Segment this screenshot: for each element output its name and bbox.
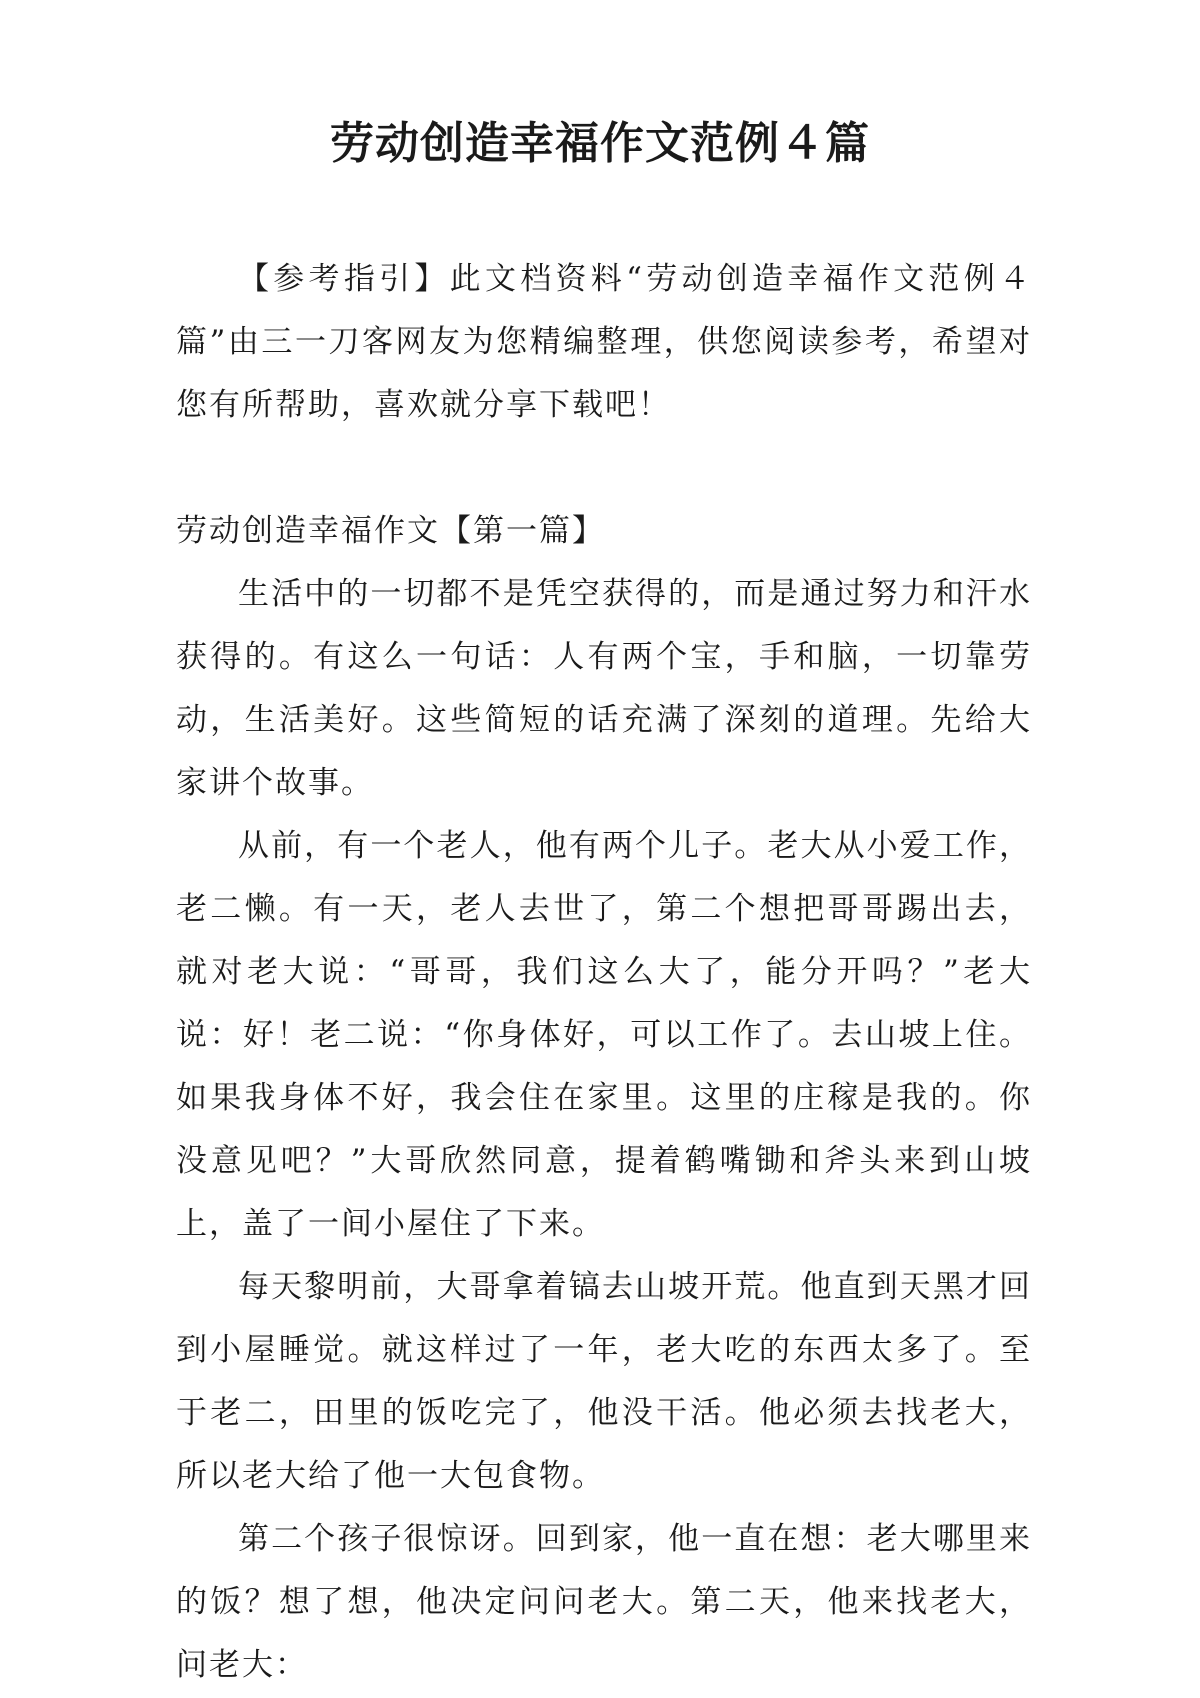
section-heading: 劳动创造幸福作文【第一篇】 <box>176 513 605 549</box>
body-paragraph: 生活中的一切都不是凭空获得的，而是通过努力和汗水获得的。有这么一句话：人有两个宝，手和脑，一切靠劳动，生活美好。这些简短的话充满了深刻的道理。先给大家讲个故事。 <box>176 576 1032 801</box>
intro-paragraph: 【参考指引】此文档资料“劳动创造幸福作文范例４篇”由三一刀客网友为您精编整理，供您阅读参考，希望对您有所帮助，喜欢就分享下载吧！ <box>176 261 1032 423</box>
body-paragraph: 从前，有一个老人，他有两个儿子。老大从小爱工作，老二懒。有一天，老人去世了，第二个想把哥哥踢出去，就对老大说：“哥哥，我们这么大了，能分开吗？”老大说：好！老二说：“你身体好，可以工作了。去山坡上住。如果我身体不好，我会住在家里。这里的庄稼是我的。你没意见吧？”大哥欣然同意，提着鹤嘴锄和斧头来到山坡上，盖了一间小屋住了下来。 <box>176 828 1032 1242</box>
body-paragraph: 每天黎明前，大哥拿着镐去山坡开荒。他直到天黑才回到小屋睡觉。就这样过了一年，老大吃的东西太多了。至于老二，田里的饭吃完了，他没干活。他必须去找老大，所以老大给了他一大包食物。 <box>176 1269 1032 1494</box>
spacer <box>176 437 1032 500</box>
body-paragraph: 第二个孩子很惊讶。回到家，他一直在想：老大哪里来的饭？想了想，他决定问问老大。第二天，他来找老大，问老大： <box>176 1521 1032 1683</box>
document-body <box>176 248 1032 1697</box>
document-title: 劳动创造幸福作文范例４篇 <box>330 118 870 169</box>
